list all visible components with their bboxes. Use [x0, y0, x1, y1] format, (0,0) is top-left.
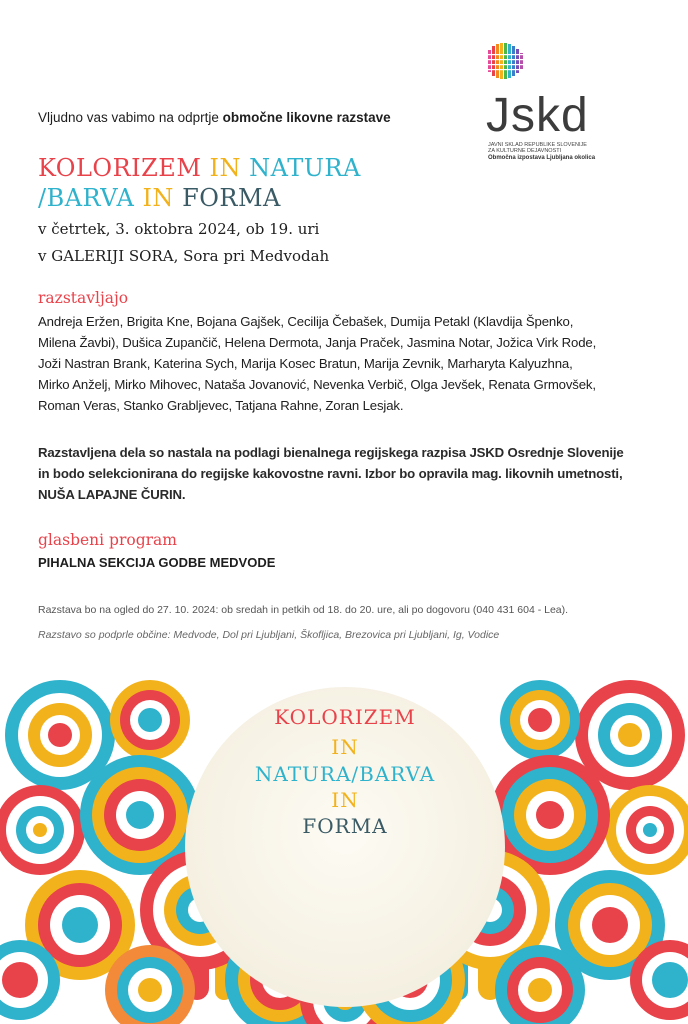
exhibitors-line: Andreja Eržen, Brigita Kne, Bojana Gajšek, Cecilija Čebašek, Dumija Petakl (Klavdija Špenko, [38, 314, 574, 329]
circle-title-line-2: IN [331, 735, 359, 759]
logo-line-1: JAVNI SKLAD REPUBLIKE SLOVENIJE [488, 142, 587, 148]
art-ring [48, 723, 72, 747]
info-line: in bodo selekcionirana do regijske kakovostne ravni. Izbor bo opravila mag. likovnih umetnosti, [38, 466, 623, 481]
selection-info [38, 442, 658, 505]
exhibitors-list [38, 311, 658, 416]
sponsors-note: Razstavo so podprle občine: Medvode, Dol pri Ljubljani, Škofljica, Brezovica pri Ljubljani, Ig, Vodice [38, 629, 500, 641]
jskd-color-bars-icon [486, 42, 536, 84]
art-ring [528, 978, 552, 1002]
exhibitors-heading: razstavljajo [38, 289, 129, 307]
circle-title-line-3: NATURA/BARVA [254, 762, 436, 786]
art-ring [536, 801, 564, 829]
art-ring [528, 708, 552, 732]
art-ring [138, 708, 162, 732]
art-ring [643, 823, 657, 837]
title-word-natura: NATURA [249, 154, 361, 182]
exhibitors-line: Joži Nastran Brank, Katerina Sych, Marija Kosec Bratun, Marija Zevnik, Marharyta Kalyuzhna, [38, 356, 573, 371]
circle-title-line-4: IN [331, 788, 359, 812]
art-ring [62, 907, 98, 943]
art-ring [33, 823, 47, 837]
invitation-bold: območne likovne razstave [222, 110, 391, 125]
title-word-in: IN [209, 154, 242, 182]
music-program: PIHALNA SEKCIJA GODBE MEDVODE [38, 555, 276, 570]
title-word-barva: /BARVA [38, 184, 135, 212]
event-date: v četrtek, 3. oktobra 2024, ob 19. uri [38, 220, 320, 238]
art-ring [652, 962, 688, 998]
art-ring [592, 907, 628, 943]
logo-line-2: ZA KULTURNE DEJAVNOSTI [488, 148, 562, 154]
title-word-kolorizem: KOLORIZEM [38, 154, 202, 182]
jskd-logo [486, 42, 616, 161]
art-ring [618, 723, 642, 747]
art-ring [2, 962, 38, 998]
exhibitors-line: Roman Veras, Stanko Grabljevec, Tatjana Rahne, Zoran Lesjak. [38, 398, 404, 413]
circle-title-line-5: FORMA [302, 814, 388, 838]
info-line: NUŠA LAPAJNE ČURIN. [38, 487, 186, 502]
title-word-forma: FORMA [182, 184, 281, 212]
exhibitors-line: Mirko Anželj, Mirko Mihovec, Nataša Jovanović, Nevenka Verbič, Olga Jevšek, Renata Grmovšek, [38, 377, 596, 392]
music-heading: glasbeni program [38, 531, 177, 549]
art-ring [126, 801, 154, 829]
info-line: Razstavljena dela so nastala na podlagi bienalnega regijskega razpisa JSKD Osrednje Slovenije [38, 445, 624, 460]
event-place: v GALERIJI SORA, Sora pri Medvodah [38, 247, 330, 265]
viewing-hours: Razstava bo na ogled do 27. 10. 2024: ob sredah in petkih od 18. do 20. ure, ali po dogovoru (040 431 604 - Lea). [38, 604, 569, 616]
title-word-in-2: IN [142, 184, 174, 212]
logo-wordmark: Jskd [486, 89, 589, 142]
exhibitors-line: Milena Žavbi), Dušica Zupančič, Helena Dermota, Janja Praček, Jasmina Notar, Jožica Virk Rode, [38, 335, 597, 350]
art-ring [138, 978, 162, 1002]
logo-line-3: Območna izpostava Ljubljana okolica [488, 155, 596, 161]
exhibition-title-line-2 [38, 183, 281, 213]
invitation-text [38, 110, 391, 125]
circle-title-line-1: KOLORIZEM [274, 705, 416, 729]
invitation-prefix: Vljudno vas vabimo na odprtje [38, 110, 223, 125]
exhibition-title-line-1 [38, 153, 361, 183]
